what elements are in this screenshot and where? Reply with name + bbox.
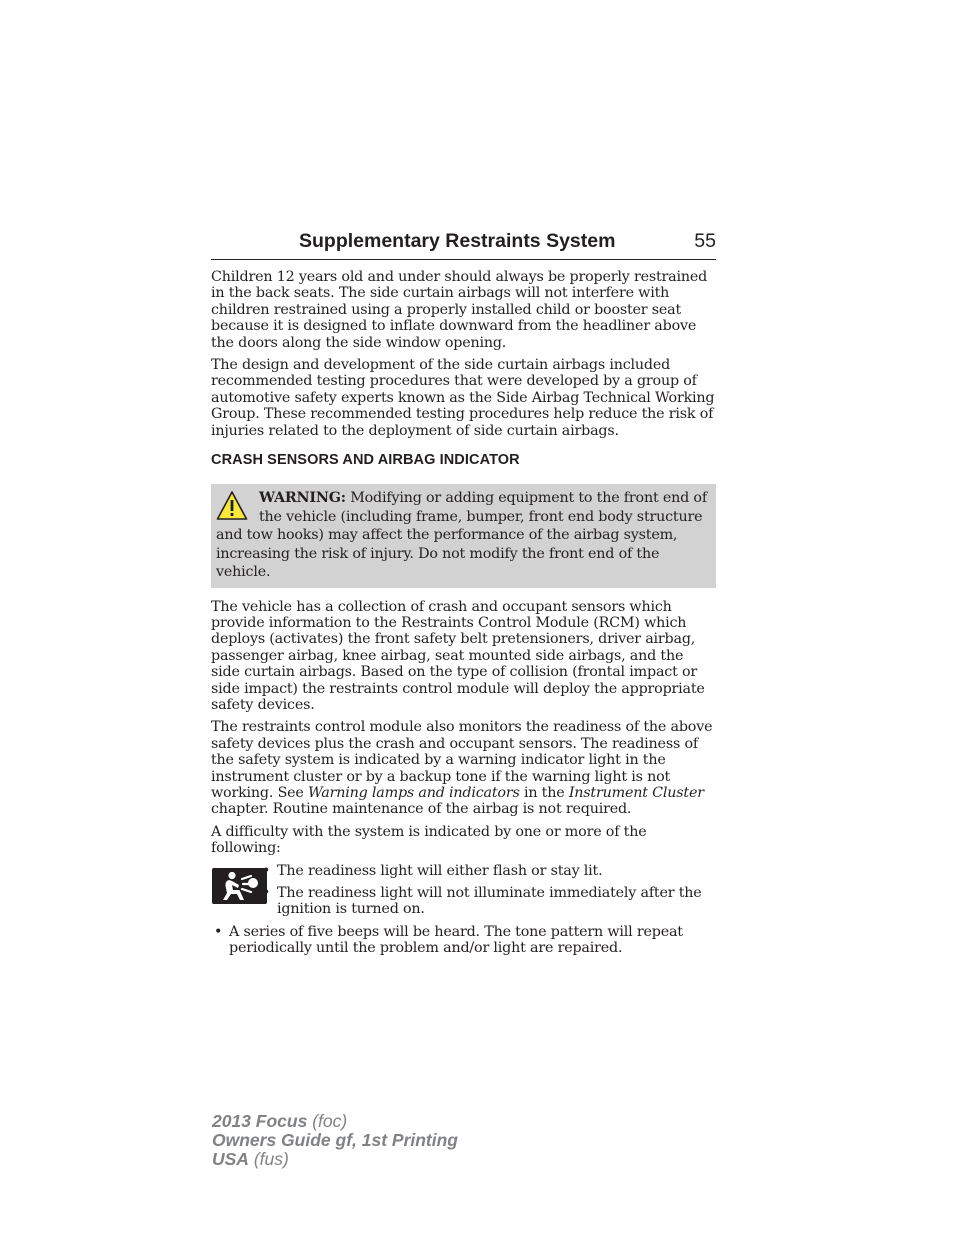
- footer-line-1: [212, 1112, 458, 1131]
- bullet-list: [211, 924, 716, 957]
- readiness-text-b: chapter. Routine maintenance of the airbag is not required.: [211, 801, 632, 818]
- page-title: Supplementary Restraints System: [299, 230, 616, 252]
- warning-box: [211, 484, 716, 588]
- footer: [212, 1112, 458, 1169]
- footer-market: USA: [212, 1149, 249, 1169]
- warning-text: Modifying or adding equipment to the front end of the vehicle (including frame, bumper, front end body structure and tow hooks) may affect the performance of the airbag system, increasing the risk of injury. Do not modify the front end of the vehicle.: [216, 490, 707, 581]
- footer-model: 2013 Focus: [212, 1111, 308, 1131]
- section-heading: CRASH SENSORS AND AIRBAG INDICATOR: [211, 452, 520, 469]
- list-item: • The readiness light will not illuminate immediately after the ignition is turned on.: [277, 885, 716, 918]
- paragraph-difficulty: A difficulty with the system is indicated by one or more of the following:: [211, 823, 647, 857]
- readiness-text-mid: in the: [519, 785, 569, 802]
- page-header: [211, 228, 716, 260]
- footer-line-2: [212, 1131, 458, 1150]
- paragraph-children: Children 12 years old and under should always be properly restrained in the back seats. The side curtain airbags will not interfere with children restrained using a properly installed child or booster seat because it is designed to inflate downward from the headliner above the doors along the side window opening.: [211, 269, 708, 351]
- paragraph-readiness: [211, 719, 716, 817]
- indicator-bullet-list: [211, 863, 716, 918]
- paragraph-design: The design and development of the side curtain airbags included recommended testing procedures that were developed by a group of automotive safety experts known as the Side Airbag Technical Working Group. These recommended testing procedures help reduce the risk of injuries related to the deployment of side curtain airbags.: [211, 357, 715, 439]
- page-number: 55: [694, 230, 716, 252]
- footer-market-code: (fus): [248, 1149, 289, 1169]
- list-item: • The readiness light will either flash or stay lit.: [277, 863, 716, 879]
- list-item: • A series of five beeps will be heard. The tone pattern will repeat periodically until the problem and/or light are repaired.: [229, 924, 716, 957]
- paragraph-sensors: The vehicle has a collection of crash and occupant sensors which provide information to the Restraints Control Module (RCM) which deploys (activates) the front safety belt pretensioners, driver airbag, passenger airbag, knee airbag, seat mounted side airbags, and the side curtain airbags. Based on the type of collision (frontal impact or side impact) the restraints control module will deploy the appropriate safety devices.: [211, 598, 705, 713]
- airbag-warning-icon: [212, 868, 267, 904]
- readiness-text-a: The restraints control module also monitors the readiness of the above safety devices plus the crash and occupant sensors. The readiness of the safety system is indicated by a warning indicator light in the instrument cluster or by a backup tone if the warning light is not working. See: [211, 719, 713, 802]
- footer-guide: Owners Guide gf, 1st Printing: [212, 1130, 458, 1150]
- warning-triangle-icon: [216, 490, 248, 522]
- link-instrument-cluster: Instrument Cluster: [568, 785, 704, 802]
- warning-label: WARNING:: [259, 490, 346, 507]
- footer-model-code: (foc): [307, 1111, 348, 1131]
- footer-line-3: [212, 1150, 458, 1169]
- page-content: [211, 228, 716, 963]
- link-warning-lamps: Warning lamps and indicators: [308, 785, 520, 802]
- indicator-row: [211, 863, 716, 918]
